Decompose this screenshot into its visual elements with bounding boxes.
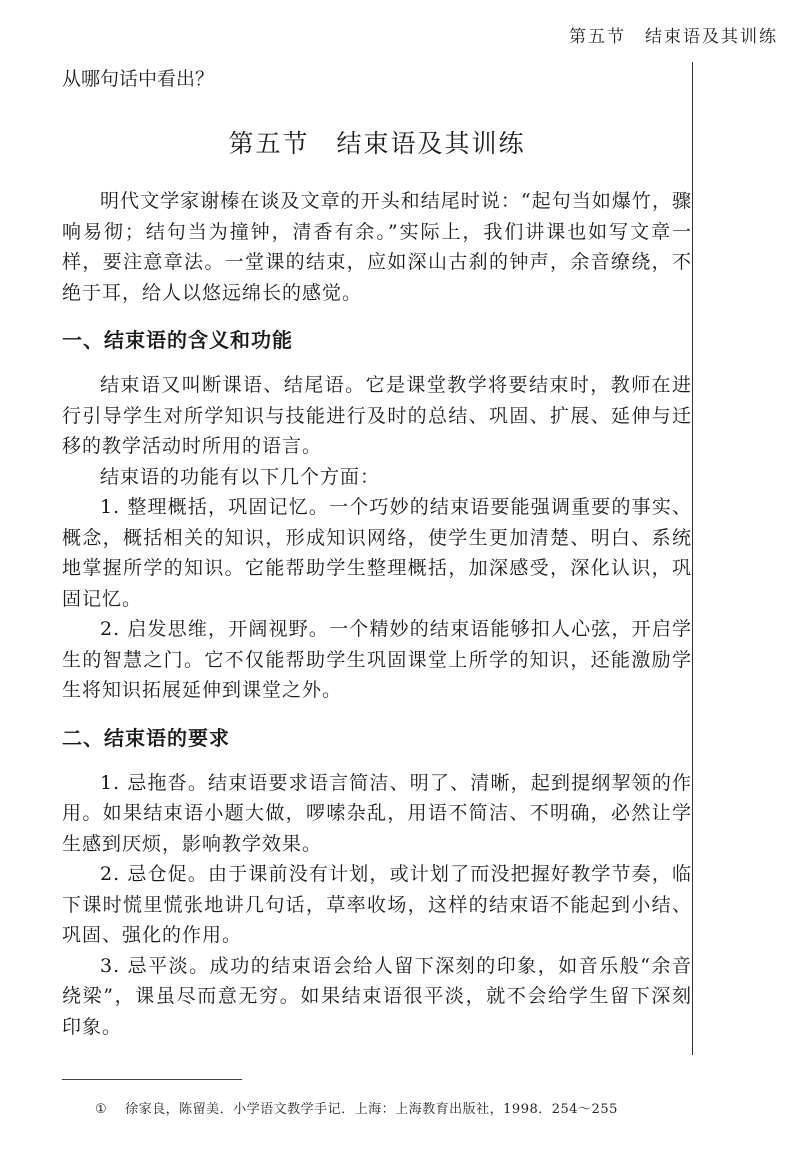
chapter-title: 第五节 结束语及其训练 bbox=[228, 129, 526, 158]
footnote bbox=[95, 1098, 618, 1117]
paragraph-requirement-1: 1. 忌拖沓。结束语要求语言简洁、明了、清晰，起到提纲挈领的作用。如果结束语小题大做，啰嗦杂乱，用语不简洁、不明确，必然让学生感到厌烦，影响教学效果。 bbox=[62, 771, 692, 855]
footnote-mark: ① bbox=[95, 1102, 108, 1117]
margin-rule bbox=[692, 62, 693, 1055]
paragraph-requirement-2: 2. 忌仓促。由于课前没有计划，或计划了而没把握好教学节奏，临下课时慌里慌张地讲几句话，草率收场，这样的结束语不能起到小结、巩固、强化的作用。 bbox=[62, 863, 692, 946]
section-heading-1: 一、结束语的含义和功能 bbox=[62, 328, 293, 352]
intro-line: 从哪句话中看出？ bbox=[62, 68, 215, 90]
paragraph-requirement-3: 3. 忌平淡。成功的结束语会给人留下深刻的印象，如音乐般“余音绕梁”，课虽尽而意无穷。如果结束语很平淡，就不会给学生留下深刻印象。 bbox=[62, 954, 692, 1038]
section-heading-2: 二、结束语的要求 bbox=[62, 725, 230, 750]
page-body bbox=[62, 64, 692, 1042]
footnote-text: 徐家良，陈留美．小学语文教学手记．上海：上海教育出版社，1998．254～255 bbox=[125, 1102, 618, 1117]
paragraph-definition: 结束语又叫断课语、结尾语。它是课堂教学将要结束时，教师在进行引导学生对所学知识与技能进行及时的总结、巩固、扩展、延伸与迁移的教学活动时所用的语言。 bbox=[62, 374, 692, 457]
footnote-rule bbox=[62, 1079, 242, 1080]
paragraph-function-1: 1. 整理概括，巩固记忆。一个巧妙的结束语要能强调重要的事实、概念，概括相关的知识，形成知识网络，使学生更加清楚、明白、系统地掌握所学的知识。它能帮助学生整理概括，加深感受，深化认识，巩固记忆。 bbox=[62, 496, 692, 610]
running-head: 第五节 结束语及其训练 bbox=[569, 27, 778, 47]
paragraph-intro: 明代文学家谢榛在谈及文章的开头和结尾时说：“起句当如爆竹，骤响易彻；结句当为撞钟，清香有余。”实际上，我们讲课也如写文章一样，要注意章法。一堂课的结束，应如深山古刹的钟声，余音缭绕，不绝于耳，给人以悠远绵长的感觉。 bbox=[62, 190, 692, 304]
paragraph-functions-intro: 结束语的功能有以下几个方面： bbox=[100, 465, 381, 488]
paragraph-function-2: 2. 启发思维，开阔视野。一个精妙的结束语能够扣人心弦，开启学生的智慧之门。它不仅能帮助学生巩固课堂上所学的知识，还能激励学生将知识拓展延伸到课堂之外。 bbox=[62, 618, 692, 701]
